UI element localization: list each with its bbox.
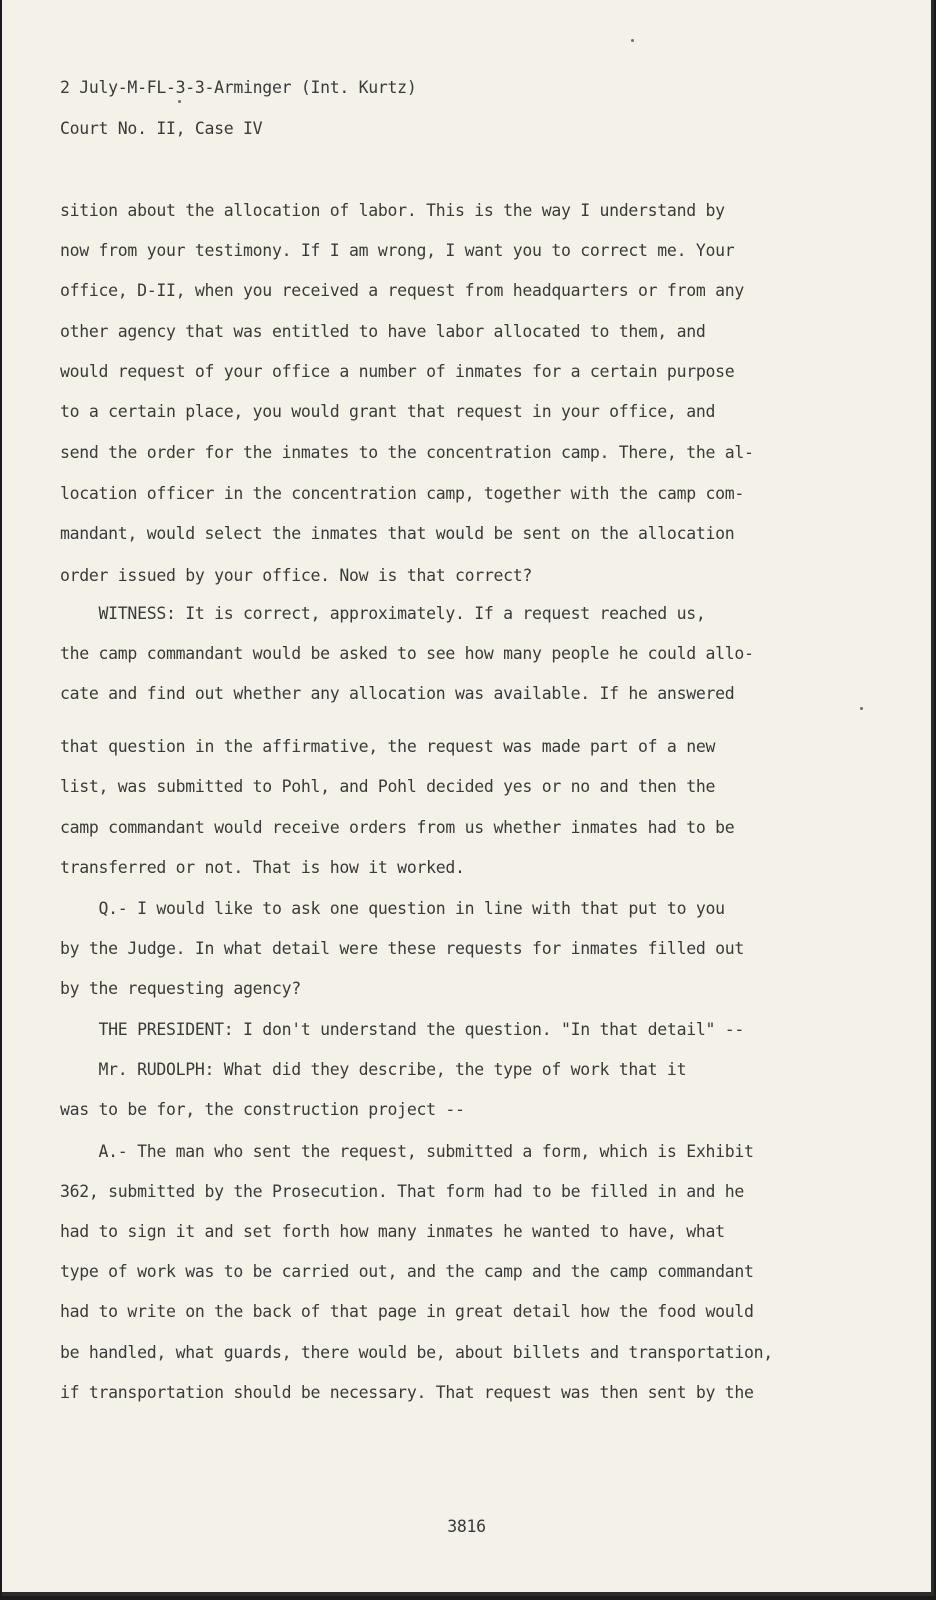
body-line: cate and find out whether any allocation was available. If he answered — [60, 684, 735, 703]
header-line-2: Court No. II, Case IV — [60, 119, 263, 138]
body-line: by the Judge. In what detail were these requests for inmates filled out — [60, 939, 745, 958]
body-line: location officer in the concentration camp, together with the camp com- — [60, 484, 745, 503]
body-line: type of work was to be carried out, and the camp and the camp commandant — [60, 1262, 754, 1281]
header-line-1: 2 July-M-FL-3-3-Arminger (Int. Kurtz) — [60, 78, 417, 97]
body-line: other agency that was entitled to have labor allocated to them, and — [60, 322, 706, 341]
body-line: THE PRESIDENT: I don't understand the question. "In that detail" -- — [60, 1020, 745, 1039]
body-line: mandant, would select the inmates that would be sent on the allocation — [60, 524, 735, 543]
document-page — [2, 0, 934, 1596]
body-line: had to sign it and set forth how many inmates he wanted to have, what — [60, 1222, 725, 1241]
body-line: Mr. RUDOLPH: What did they describe, the type of work that it — [60, 1060, 687, 1079]
body-line: by the requesting agency? — [60, 979, 301, 998]
body-line: be handled, what guards, there would be, about billets and transportation, — [60, 1343, 773, 1362]
paper-speck — [860, 707, 863, 710]
body-line: to a certain place, you would grant that request in your office, and — [60, 402, 716, 421]
body-line: was to be for, the construction project -- — [60, 1100, 465, 1119]
body-line: 362, submitted by the Prosecution. That form had to be filled in and he — [60, 1182, 745, 1201]
body-line: office, D-II, when you received a request from headquarters or from any — [60, 281, 745, 300]
body-line: Q.- I would like to ask one question in line with that put to you — [60, 899, 725, 918]
body-line: transferred or not. That is how it worked. — [60, 858, 465, 877]
body-line: camp commandant would receive orders from us whether inmates had to be — [60, 818, 735, 837]
page-number: 3816 — [447, 1517, 486, 1536]
paper-speck — [631, 39, 634, 42]
body-line: WITNESS: It is correct, approximately. If a request reached us, — [60, 604, 706, 623]
paper-speck — [178, 100, 181, 103]
body-line: order issued by your office. Now is that correct? — [60, 566, 533, 585]
body-line: would request of your office a number of inmates for a certain purpose — [60, 362, 735, 381]
body-line: send the order for the inmates to the concentration camp. There, the al- — [60, 443, 754, 462]
body-line: if transportation should be necessary. That request was then sent by the — [60, 1383, 754, 1402]
body-line: the camp commandant would be asked to see how many people he could allo- — [60, 644, 754, 663]
body-line: sition about the allocation of labor. This is the way I understand by — [60, 201, 725, 220]
body-line: list, was submitted to Pohl, and Pohl decided yes or no and then the — [60, 777, 716, 796]
body-line: A.- The man who sent the request, submitted a form, which is Exhibit — [60, 1142, 754, 1161]
body-line: now from your testimony. If I am wrong, I want you to correct me. Your — [60, 241, 735, 260]
body-line: had to write on the back of that page in great detail how the food would — [60, 1302, 754, 1321]
body-line: that question in the affirmative, the request was made part of a new — [60, 737, 716, 756]
